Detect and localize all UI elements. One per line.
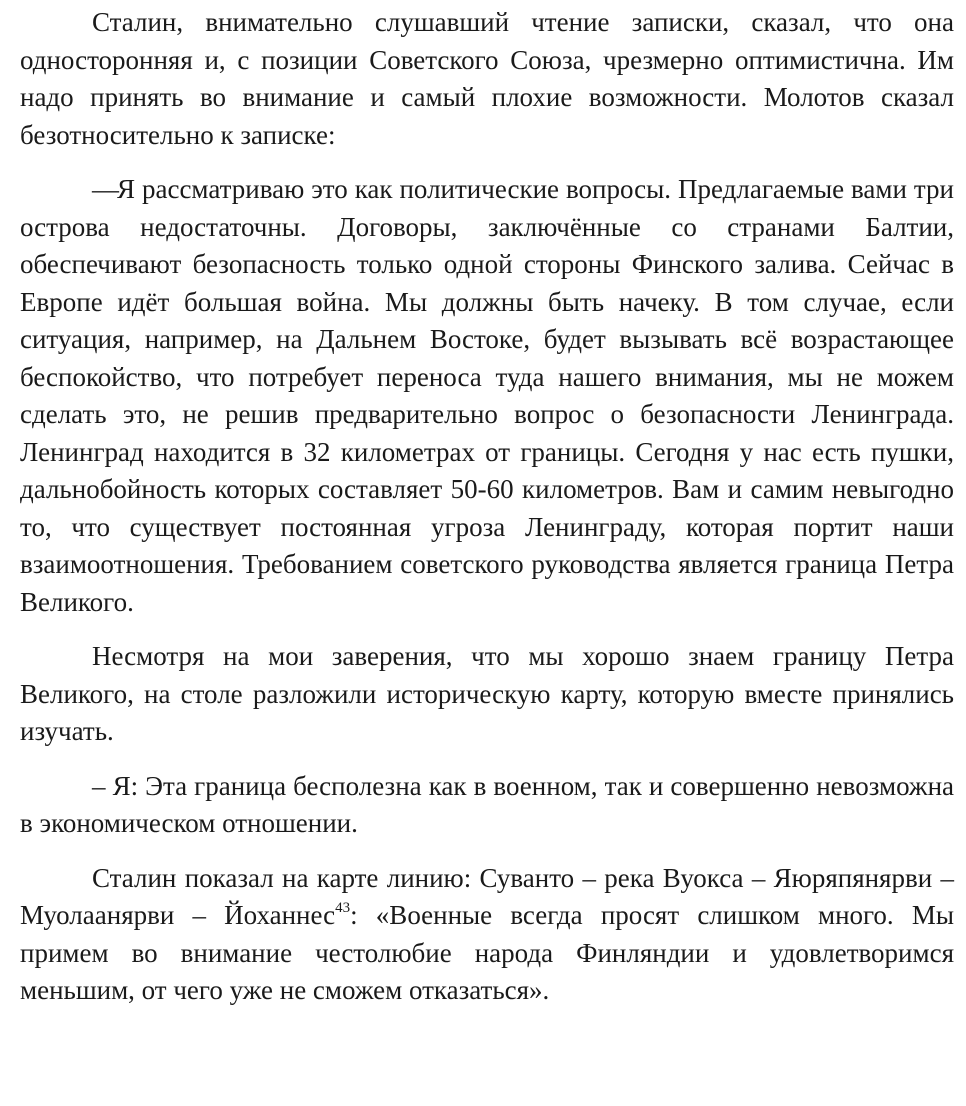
paragraph-stalin-remarks: Сталин, внимательно слушавший чтение записки, сказал, что она односторонняя и, с позиции Советского Союза, чрезмерно оптимистична. Им надо принять во внимание и самый плохие возможности. Молотов сказал безотносительно к записке: <box>20 7 954 150</box>
stalin-quote-text: : «Военные всегда просят слишком много. Мы примем во внимание честолюбие народа Финляндии и удовлетворимся меньшим, от чего уже не сможем отказаться». <box>20 900 954 1005</box>
paragraph-border-reply: – Я: Эта граница бесполезна как в военном, так и совершенно невозможна в экономическом отношении. <box>20 770 954 838</box>
paragraph-historical-map: Несмотря на мои заверения, что мы хорошо знаем границу Петра Великого, на столе разложили историческую карту, которую вместе принялись изучать. <box>20 641 954 746</box>
molotov-statement-text: Я рассматриваю это как политические вопросы. Предлагаемые вами три острова недостаточны. Договоры, заключённые со странами Балтии, обеспечивают безопасность только одной стороны Финского залива. Сейчас в Европе идёт большая война. Мы должны быть начеку. В том случае, если ситуация, например, на Дальнем Востоке, будет вызывать всё возрастающее беспокойство, что потребует переноса туда нашего внимания, мы не можем сделать это, не решив предварительно вопрос о безопасности Ленинграда. Ленинград находится в 32 километрах от границы. Сегодня у нас есть пушки, дальнобойность которых составляет 50-60 километров. Вам и самим невыгодно то, что существует постоянная угроза Ленинграду, которая портит наши взаимоотношения. Требованием советского руководства является граница Петра Великого. <box>20 174 954 617</box>
document-page <box>20 4 954 1010</box>
speech-dash: — <box>92 174 117 204</box>
paragraph-molotov-statement <box>20 171 954 621</box>
stalin-line-text: Сталин показал на карте линию: Суванто – река Вуокса – Яюряпянярви – Муолаанярви – Йоханнес <box>20 862 954 930</box>
footnote-reference[interactable]: 43 <box>335 900 351 916</box>
paragraph-stalin-line <box>20 860 954 1010</box>
